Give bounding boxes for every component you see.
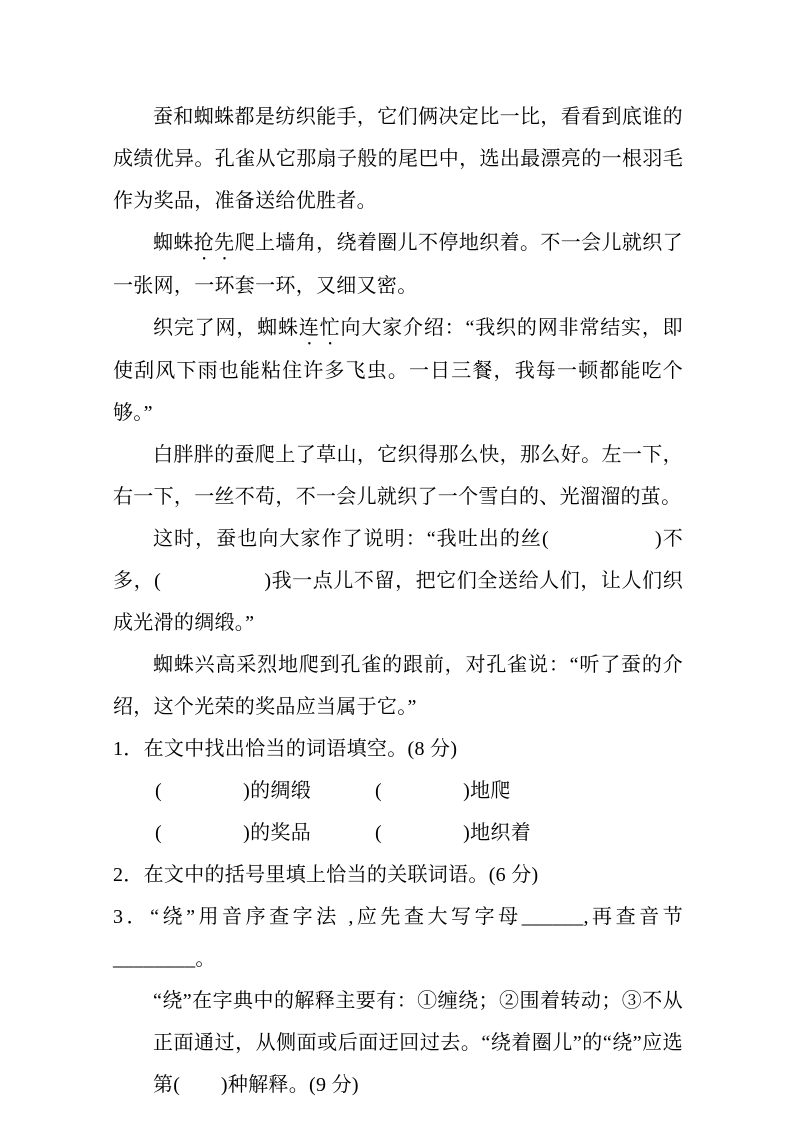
fill-blank-item: ( )地爬 <box>375 780 511 802</box>
q1-blank-row-2 <box>155 812 683 854</box>
passage-paragraph-1: 蚕和蜘蛛都是纺织能手，它们俩决定比一比，看看到底谁的成绩优异。孔雀从它那扇子般的尾巴中，选出最漂亮的一根羽毛作为奖品，准备送给优胜者。 <box>113 106 683 212</box>
questions-section <box>113 728 683 1106</box>
paragraph-text: 织完了网，蜘蛛 <box>153 317 299 339</box>
paragraph-text: 蜘蛛 <box>153 232 194 254</box>
question-3-body: “绕”在字典中的解释主要有：①缠绕；②围着转动；③不从正面通过，从侧面或后面迂回过去。“绕着圈儿”的“绕”应选第( )种解释。(9 分) <box>153 990 683 1096</box>
paragraph-text: 爬上墙角，绕着圈儿不停地织着。不一会儿就织了一张网，一环套一环，又细又密。 <box>113 232 683 297</box>
question-3-line1: 3．“绕”用音序查字法 ,应先查大写字母______,再查音节________。 <box>113 906 683 970</box>
passage-paragraph-3 <box>113 307 683 434</box>
passage-paragraph-6: 蜘蛛兴高采烈地爬到孔雀的跟前，对孔雀说：“听了蚕的介绍，这个光荣的奖品应当属于它。” <box>113 654 683 718</box>
question-2-label: 2．在文中的括号里填上恰当的关联词语。(6 分) <box>113 864 539 886</box>
passage-paragraph-4: 白胖胖的蚕爬上了草山，它织得那么快，那么好。左一下，右一下，一丝不苟，不一会儿就织了一个雪白的、光溜溜的茧。 <box>113 444 683 508</box>
passage-paragraph-2 <box>113 222 683 307</box>
reading-passage <box>113 96 683 728</box>
paragraph-text: 向大家介绍：“我织的网非常结实，即使刮风下雨也能粘住许多飞虫。一日三餐，我每一顿都能吃个够。” <box>113 317 683 424</box>
fill-blank-item: ( )地织着 <box>375 822 532 844</box>
emphasis-word: 连忙 <box>298 317 341 339</box>
q1-blank-row-1 <box>155 770 683 812</box>
fill-blank-item: ( )的绸缎 <box>155 780 312 802</box>
question-1-label: 1．在文中找出恰当的词语填空。(8 分) <box>113 738 458 760</box>
passage-paragraph-5: 这时，蚕也向大家作了说明：“我吐出的丝( )不多，( )我一点儿不留，把它们全送给人们，让人们织成光滑的绸缎。” <box>113 528 683 634</box>
fill-blank-item: ( )的奖品 <box>155 822 312 844</box>
q1-blank-grid <box>155 770 683 854</box>
emphasis-word: 抢先 <box>193 232 235 254</box>
